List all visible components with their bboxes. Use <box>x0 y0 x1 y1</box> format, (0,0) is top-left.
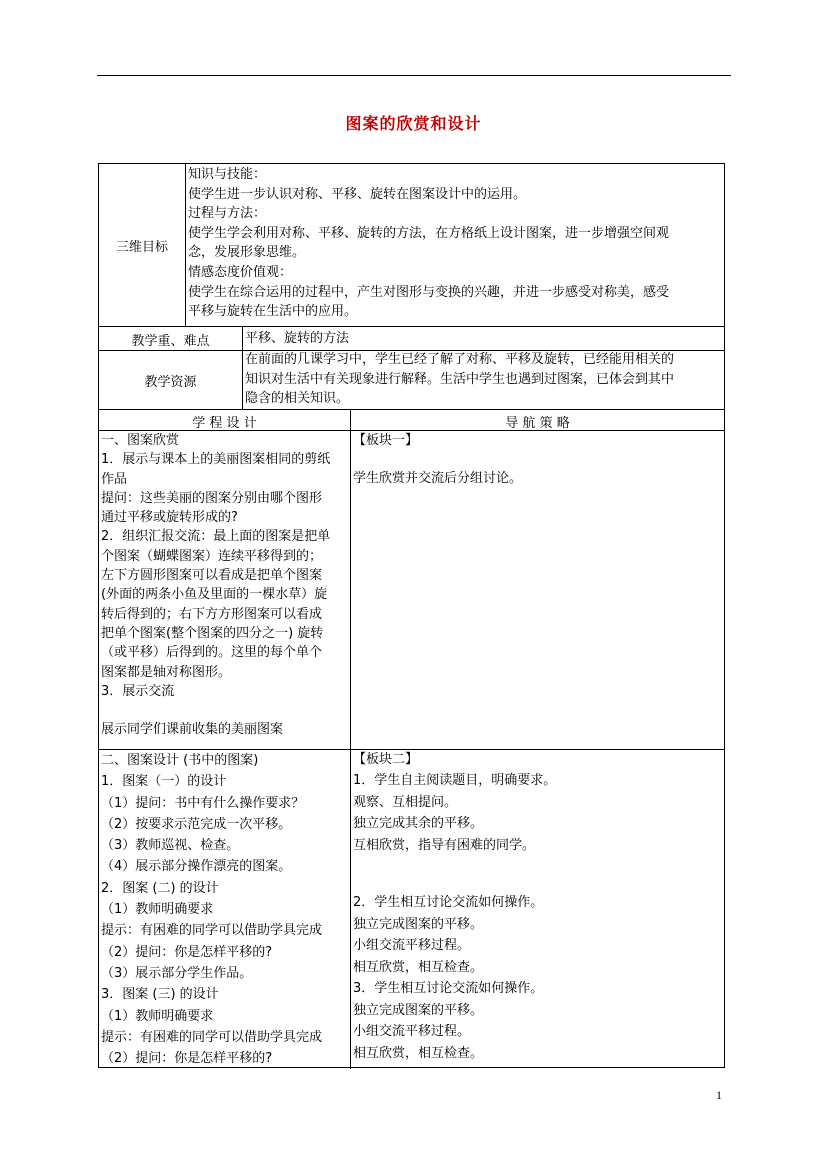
resources-line: 知识对生活中有关现象进行解释。生活中学生也遇到过图案，已体会到其中 <box>245 371 675 387</box>
section2-strategy-line: 小组交流平移过程。 <box>353 938 471 953</box>
section1-line: 转后得到的；右下方方形图案可以看成 <box>101 606 323 622</box>
section1-line: 展示同学们课前收集的美丽图案 <box>101 722 284 738</box>
section2-strategy-line: 独立完成图案的平移。 <box>353 916 484 932</box>
row-divider <box>99 409 725 410</box>
header-rule <box>97 75 731 76</box>
section1-line: 2．组织汇报交流：最上面的图案是把单 <box>101 529 331 545</box>
section2-strategy-line: 相互欣赏，相互检查。 <box>353 1045 484 1061</box>
section2-strategy-group2 <box>353 892 543 1064</box>
page-number: 1 <box>716 1088 722 1102</box>
row-divider <box>99 326 185 327</box>
section2-strategy-line: 相互欣赏，相互检查。 <box>353 959 484 975</box>
section2-line: （3）展示部分学生作品。 <box>101 965 253 981</box>
section2-line: （1）提问：书中有什么操作要求？ <box>101 795 305 811</box>
objectives-line: 平移与旋转在生活中的应用。 <box>188 304 358 320</box>
section1-blank-line <box>101 701 330 720</box>
section2-line: （4）展示部分操作漂亮的图案。 <box>101 859 292 875</box>
section2-line: （3）教师巡视、检查。 <box>101 838 240 854</box>
column-divider <box>242 326 243 410</box>
section2-design <box>101 750 322 1069</box>
section2-strategy-line: 观察、互相提问。 <box>353 794 458 810</box>
section1-line: 提问：这些美丽的图案分别由哪个图形 <box>101 490 323 506</box>
section1-line: 通过平移或旋转形成的? <box>101 510 238 526</box>
section2-strategy-line: 2．学生相互讨论交流如何操作。 <box>353 895 544 910</box>
section1-line: （或平移）后得到的。这里的每个单个 <box>101 645 323 661</box>
section1-line: (外面的两条小鱼及里面的一棵水草）旋 <box>101 587 328 603</box>
column-divider <box>185 164 186 327</box>
section2-line: （2）提问：你是怎样平移的? <box>101 944 273 960</box>
section1-line: 作品 <box>101 471 128 487</box>
section2-strategy-line: 小组交流平移过程。 <box>353 1024 471 1039</box>
section1-line: 一、图案欣赏 <box>101 433 180 448</box>
column-heading-design: 学 程 设 计 <box>192 416 257 431</box>
section1-line: 个图案（蝴蝶图案）连续平移得到的； <box>101 548 323 564</box>
objectives-line: 过程与方法： <box>188 206 267 222</box>
objectives-line: 使学生在综合运用的过程中，产生对图形与变换的兴趣，并进一步感受对称美，感受 <box>188 284 670 300</box>
section1-line: 左下方圆形图案可以看成是把单个图案 <box>101 568 323 584</box>
objectives-line: 使学生进一步认识对称、平移、旋转在图案设计中的运用。 <box>188 186 527 202</box>
section2-line: 3．图案 (三) 的设计 <box>101 987 219 1003</box>
key-points-label: 教学重、难点 <box>131 334 210 349</box>
resources-line: 在前面的几课学习中，学生已经了解了对称、平移及旋转，已经能用相关的 <box>245 352 675 367</box>
section2-strategy-line: 互相欣赏，指导有困难的同学。 <box>353 837 536 853</box>
lesson-plan-table <box>98 163 725 1068</box>
row-divider <box>185 326 725 327</box>
objectives-line: 使学生学会利用对称、平移、旋转的方法，在方格纸上设计图案，进一步增强空间观 <box>188 225 670 241</box>
page-title: 图案的欣赏和设计 <box>345 114 482 133</box>
objectives-label: 三维目标 <box>115 240 168 255</box>
section2-line: 1．图案（一）的设计 <box>101 774 227 790</box>
section2-strategy-line: 3．学生相互讨论交流如何操作。 <box>353 981 544 996</box>
section2-strategy-line: 1．学生自主阅读题目，明确要求。 <box>353 773 557 788</box>
section1-design <box>101 431 330 739</box>
section2-line: （2）提问：你是怎样平移的? <box>101 1051 273 1067</box>
section2-strategy-heading: 【板块二】 <box>353 752 419 767</box>
section2-line: 提示：有困难的同学可以借助学具完成 <box>101 1029 323 1045</box>
section2-line: 提示：有困难的同学可以借助学具完成 <box>101 923 323 939</box>
objectives-text <box>188 165 669 322</box>
section2-line: （1）教师明确要求 <box>101 902 214 918</box>
section2-strategy-line: 独立完成其余的平移。 <box>353 816 484 831</box>
section2-line: 2．图案 (二) 的设计 <box>101 880 219 896</box>
section2-strategy-line: 独立完成图案的平移。 <box>353 1002 484 1018</box>
column-heading-strategy: 导 航 策 略 <box>505 416 570 431</box>
resources-text <box>245 350 674 409</box>
resources-label: 教学资源 <box>144 375 197 390</box>
objectives-line: 念，发展形象思维。 <box>188 245 306 261</box>
section1-line: 3．展示交流 <box>101 683 175 699</box>
section2-line: （2）按要求示范完成一次平移。 <box>101 816 292 832</box>
section1-line: 把单个图案(整个图案的四分之一) 旋转 <box>101 625 324 641</box>
section1-line: 图案都是轴对称图形。 <box>101 664 232 680</box>
section2-line: 二、图案设计 (书中的图案) <box>101 753 259 768</box>
section2-strategy-group1 <box>353 770 556 856</box>
section1-strategy-heading: 【板块一】 <box>353 433 419 448</box>
objectives-line: 知识与技能： <box>188 167 267 182</box>
resources-line: 隐含的相关知识。 <box>245 391 350 407</box>
key-points-value: 平移、旋转的方法 <box>245 331 350 346</box>
section1-line: 1．展示与课本上的美丽图案相同的剪纸 <box>101 452 331 468</box>
section2-line: （1）教师明确要求 <box>101 1008 214 1024</box>
objectives-line: 情感态度价值观： <box>188 264 293 280</box>
section1-strategy-text: 学生欣赏并交流后分组讨论。 <box>353 471 523 486</box>
column-divider <box>350 409 351 1069</box>
